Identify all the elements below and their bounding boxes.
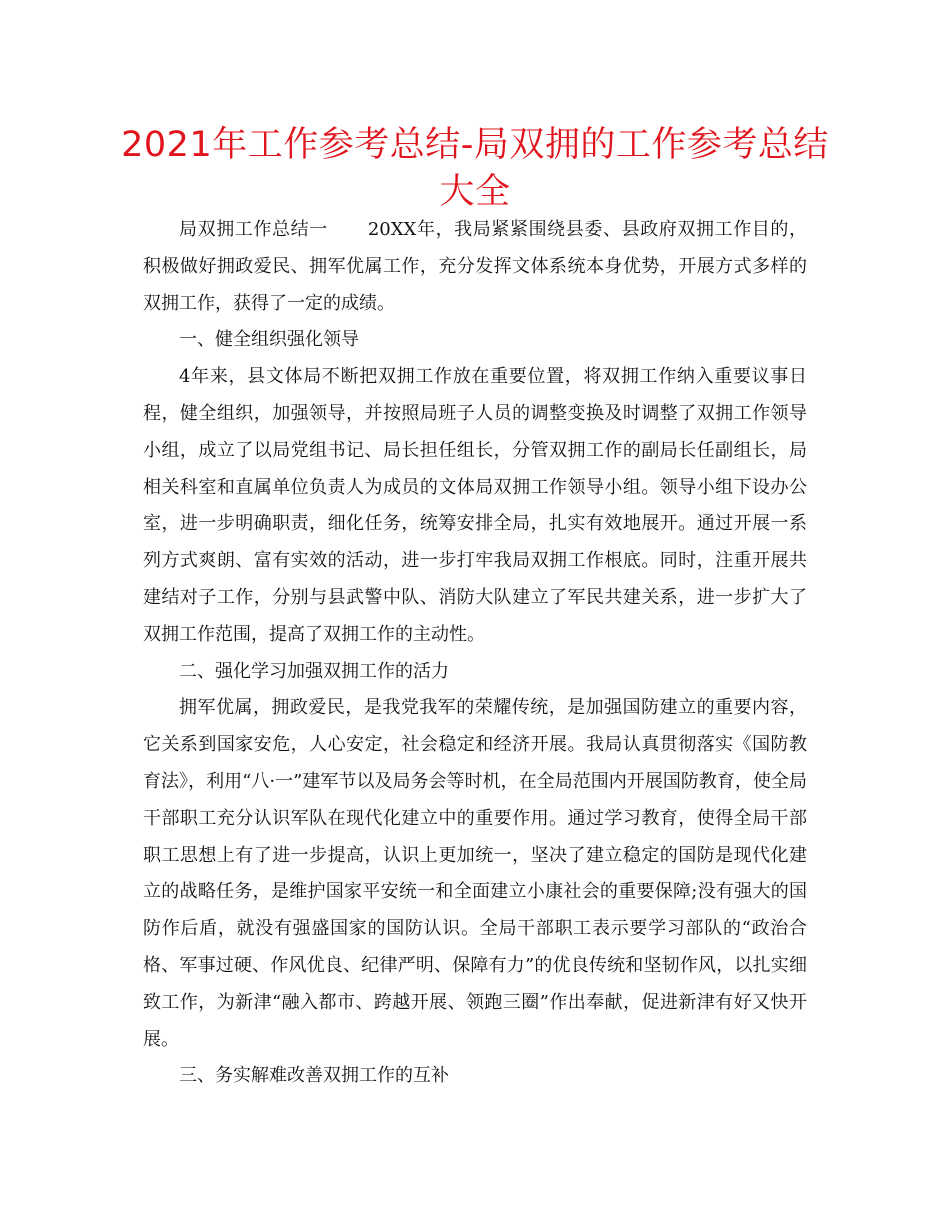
section-1-paragraph: 4年来，县文体局不断把双拥工作放在重要位置，将双拥工作纳入重要议事日程，健全组织，加强领导，并按照局班子人员的调整变换及时调整了双拥工作领导小组，成立了以局党组书记、局长担任组长，分管双拥工作的副局长任副组长，局相关科室和直属单位负责人为成员的文体局双拥工作领导小组。领导小组下设办公室，进一步明确职责，细化任务，统筹安排全局，扎实有效地展开。通过开展一系列方式爽朗、富有实效的活动，进一步打牢我局双拥工作根底。同时，注重开展共建结对子工作，分别与县武警中队、消防大队建立了军民共建关系，进一步扩大了双拥工作范围，提高了双拥工作的主动性。 — [143, 366, 807, 645]
section-3-heading: 三、务实解难改善双拥工作的互补 — [179, 1065, 449, 1087]
document-title: 2021年工作参考总结-局双拥的工作参考总结大全 — [121, 125, 829, 212]
intro-text: 20XX年，我局紧紧围绕县委、县政府双拥工作目的，积极做好拥政爱民、拥军优属工作，充分发挥文体系统本身优势，开展方式多样的双拥工作，获得了一定的成绩。 — [143, 219, 808, 314]
section-2-paragraph: 拥军优属，拥政爱民，是我党我军的荣耀传统，是加强国防建立的重要内容，它关系到国家安危，人心安定，社会稳定和经济开展。我局认真贯彻落实《国防教育法》，利用“八·一”建军节以及局务会等时机，在全局范围内开展国防教育，使全局干部职工充分认识军队在现代化建立中的重要作用。通过学习教育，使得全局干部职工思想上有了进一步提高，认识上更加统一，坚决了建立稳定的国防是现代化建立的战略任务，是维护国家平安统一和全面建立小康社会的重要保障;没有强大的国防作后盾，就没有强盛国家的国防认识。全局干部职工表示要学习部队的“政治合格、军事过硬、作风优良、纪律严明、保障有力”的优良传统和坚韧作风，以扎实细致工作，为新津“融入都市、跨越开展、领跑三圈”作出奉献，促进新津有好又快开展。 — [143, 697, 807, 1050]
section-1-heading: 一、健全组织强化领导 — [179, 329, 359, 351]
document-body — [143, 212, 807, 1095]
intro-paragraph — [143, 212, 807, 322]
intro-label: 局双拥工作总结一 — [179, 219, 328, 240]
section-2-heading: 二、强化学习加强双拥工作的活力 — [179, 660, 449, 682]
